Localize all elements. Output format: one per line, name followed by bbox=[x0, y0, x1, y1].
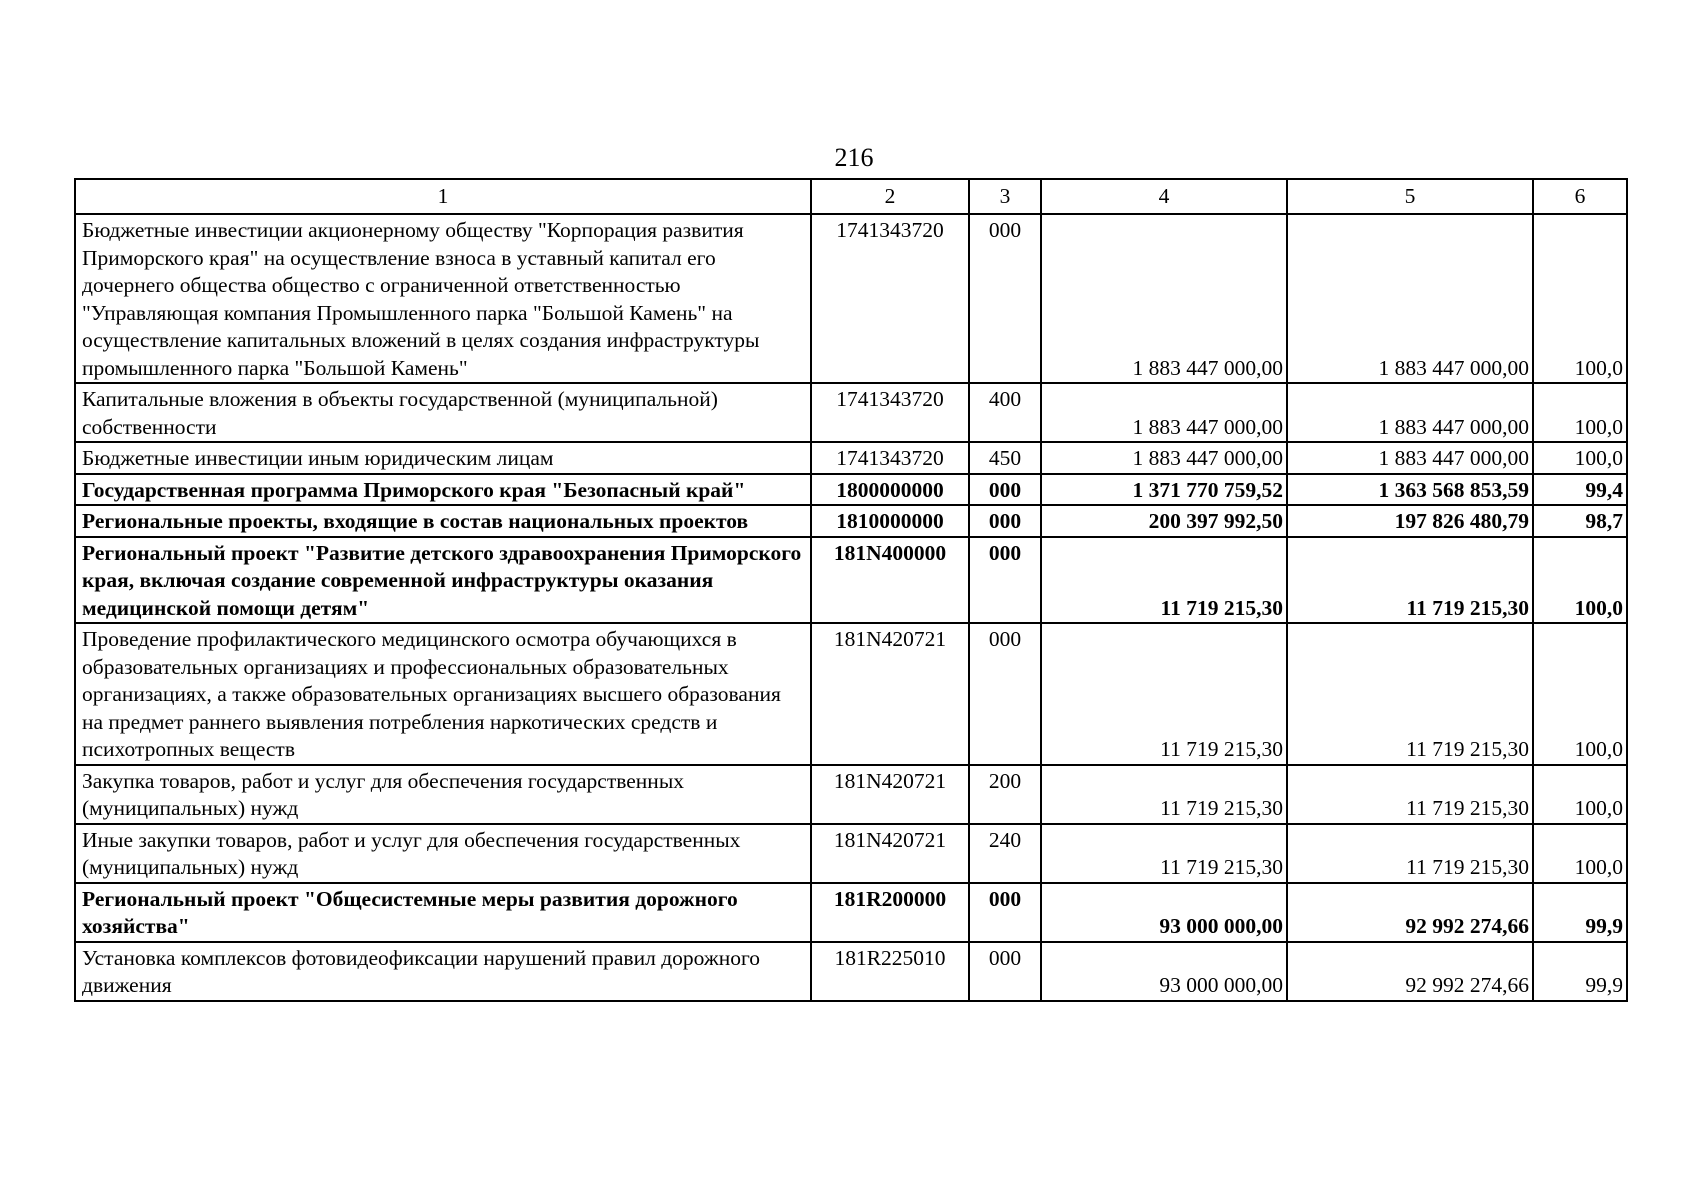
row-expense-type: 000 bbox=[969, 537, 1041, 624]
row-code: 1741343720 bbox=[811, 214, 969, 383]
row-plan: 11 719 215,30 bbox=[1041, 765, 1287, 824]
row-percent: 100,0 bbox=[1533, 824, 1627, 883]
row-fact: 92 992 274,66 bbox=[1287, 883, 1533, 942]
row-percent: 100,0 bbox=[1533, 623, 1627, 765]
row-expense-type: 000 bbox=[969, 942, 1041, 1001]
row-expense-type: 240 bbox=[969, 824, 1041, 883]
row-percent: 99,9 bbox=[1533, 942, 1627, 1001]
table-row bbox=[75, 214, 1627, 383]
row-code: 1741343720 bbox=[811, 383, 969, 442]
row-expense-type: 000 bbox=[969, 474, 1041, 506]
page-number: 216 bbox=[834, 143, 874, 172]
row-percent: 100,0 bbox=[1533, 537, 1627, 624]
row-percent: 100,0 bbox=[1533, 442, 1627, 474]
row-plan: 1 371 770 759,52 bbox=[1041, 474, 1287, 506]
row-code: 181N420721 bbox=[811, 824, 969, 883]
table-row bbox=[75, 383, 1627, 442]
table-row bbox=[75, 765, 1627, 824]
row-expense-type: 000 bbox=[969, 214, 1041, 383]
table-row bbox=[75, 505, 1627, 537]
column-header-percent: 6 bbox=[1533, 179, 1627, 214]
row-code: 181N400000 bbox=[811, 537, 969, 624]
budget-execution-table bbox=[74, 178, 1628, 1002]
row-expense-type: 000 bbox=[969, 623, 1041, 765]
table-header-row bbox=[75, 179, 1627, 214]
row-fact: 197 826 480,79 bbox=[1287, 505, 1533, 537]
row-plan: 93 000 000,00 bbox=[1041, 883, 1287, 942]
row-plan: 11 719 215,30 bbox=[1041, 623, 1287, 765]
row-name: Проведение профилактического медицинского осмотра обучающихся в образовательных организациях и профессиональных образовательных организациях, а также образовательных организациях высшего образования на предмет раннего выявления потребления наркотических средств и психотропных веществ bbox=[75, 623, 811, 765]
row-expense-type: 000 bbox=[969, 505, 1041, 537]
column-header-plan: 4 bbox=[1041, 179, 1287, 214]
table-row bbox=[75, 824, 1627, 883]
table-body bbox=[75, 214, 1627, 1001]
row-code: 1800000000 bbox=[811, 474, 969, 506]
row-expense-type: 450 bbox=[969, 442, 1041, 474]
column-header-code: 2 bbox=[811, 179, 969, 214]
row-plan: 1 883 447 000,00 bbox=[1041, 442, 1287, 474]
row-code: 181R225010 bbox=[811, 942, 969, 1001]
row-code: 1741343720 bbox=[811, 442, 969, 474]
row-percent: 99,4 bbox=[1533, 474, 1627, 506]
row-plan: 11 719 215,30 bbox=[1041, 537, 1287, 624]
column-header-name: 1 bbox=[75, 179, 811, 214]
row-name: Региональный проект "Развитие детского здравоохранения Приморского края, включая создание современной инфраструктуры оказания медицинской помощи детям" bbox=[75, 537, 811, 624]
row-percent: 98,7 bbox=[1533, 505, 1627, 537]
row-code: 181R200000 bbox=[811, 883, 969, 942]
column-header-expense-type: 3 bbox=[969, 179, 1041, 214]
table-row bbox=[75, 442, 1627, 474]
row-plan: 1 883 447 000,00 bbox=[1041, 383, 1287, 442]
row-expense-type: 400 bbox=[969, 383, 1041, 442]
row-plan: 93 000 000,00 bbox=[1041, 942, 1287, 1001]
row-name: Бюджетные инвестиции акционерному обществу "Корпорация развития Приморского края" на осуществление взноса в уставный капитал его дочернего общества общество с ограниченной ответственностью "Управляющая компания Промышленного парка "Большой Камень" на осуществление капитальных вложений в целях создания инфраструктуры промышленного парка "Большой Камень" bbox=[75, 214, 811, 383]
row-name: Иные закупки товаров, работ и услуг для обеспечения государственных (муниципальных) нужд bbox=[75, 824, 811, 883]
row-name: Бюджетные инвестиции иным юридическим лицам bbox=[75, 442, 811, 474]
row-expense-type: 200 bbox=[969, 765, 1041, 824]
table-row bbox=[75, 942, 1627, 1001]
row-code: 181N420721 bbox=[811, 765, 969, 824]
row-expense-type: 000 bbox=[969, 883, 1041, 942]
row-name: Закупка товаров, работ и услуг для обеспечения государственных (муниципальных) нужд bbox=[75, 765, 811, 824]
row-code: 181N420721 bbox=[811, 623, 969, 765]
row-percent: 100,0 bbox=[1533, 214, 1627, 383]
row-fact: 11 719 215,30 bbox=[1287, 537, 1533, 624]
row-fact: 1 363 568 853,59 bbox=[1287, 474, 1533, 506]
row-name: Государственная программа Приморского края "Безопасный край" bbox=[75, 474, 811, 506]
row-fact: 1 883 447 000,00 bbox=[1287, 214, 1533, 383]
row-fact: 92 992 274,66 bbox=[1287, 942, 1533, 1001]
row-name: Региональный проект "Общесистемные меры развития дорожного хозяйства" bbox=[75, 883, 811, 942]
column-header-fact: 5 bbox=[1287, 179, 1533, 214]
row-fact: 1 883 447 000,00 bbox=[1287, 383, 1533, 442]
row-fact: 11 719 215,30 bbox=[1287, 765, 1533, 824]
row-fact: 11 719 215,30 bbox=[1287, 623, 1533, 765]
table-row bbox=[75, 474, 1627, 506]
row-plan: 11 719 215,30 bbox=[1041, 824, 1287, 883]
row-percent: 100,0 bbox=[1533, 383, 1627, 442]
row-plan: 200 397 992,50 bbox=[1041, 505, 1287, 537]
table-row bbox=[75, 623, 1627, 765]
row-fact: 11 719 215,30 bbox=[1287, 824, 1533, 883]
table-row bbox=[75, 537, 1627, 624]
row-code: 1810000000 bbox=[811, 505, 969, 537]
table-row bbox=[75, 883, 1627, 942]
row-percent: 100,0 bbox=[1533, 765, 1627, 824]
row-name: Региональные проекты, входящие в состав национальных проектов bbox=[75, 505, 811, 537]
row-fact: 1 883 447 000,00 bbox=[1287, 442, 1533, 474]
row-percent: 99,9 bbox=[1533, 883, 1627, 942]
row-name: Капитальные вложения в объекты государственной (муниципальной) собственности bbox=[75, 383, 811, 442]
row-plan: 1 883 447 000,00 bbox=[1041, 214, 1287, 383]
row-name: Установка комплексов фотовидеофиксации нарушений правил дорожного движения bbox=[75, 942, 811, 1001]
